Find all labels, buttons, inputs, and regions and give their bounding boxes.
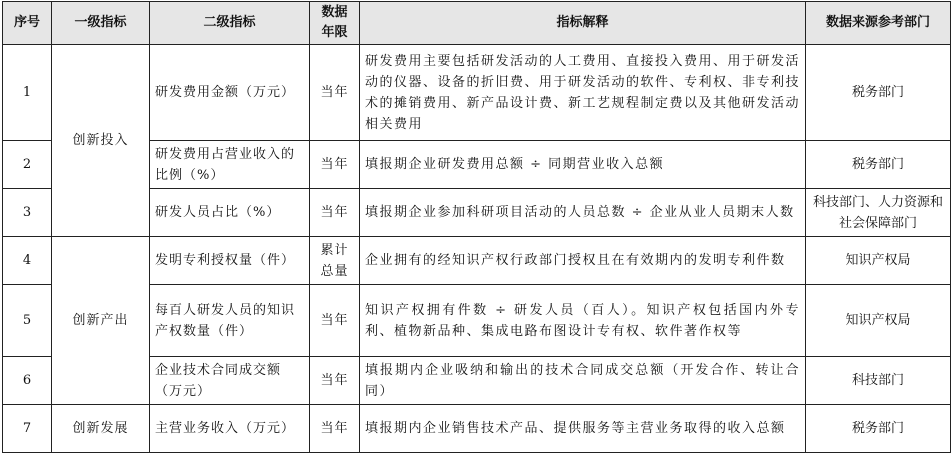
header-source: 数据来源参考部门 [806,2,951,45]
level2-indicator: 每百人研发人员的知识产权数量（件） [150,285,310,357]
header-level1: 一级指标 [52,2,150,45]
level1-indicator: 创新投入 [52,45,150,237]
data-period: 当年 [310,45,360,141]
source-department: 税务部门 [806,45,951,141]
indicator-explanation: 知识产权拥有件数 ÷ 研发人员（百人）。知识产权包括国内外专利、植物新品种、集成电路布图设计专有权、软件著作权等 [360,285,806,357]
row-number: 6 [3,357,52,405]
indicator-explanation: 填报期内企业吸纳和输出的技术合同成交总额（开发合作、转让合同） [360,357,806,405]
source-department: 知识产权局 [806,285,951,357]
indicator-table [2,1,951,453]
source-department: 税务部门 [806,141,951,189]
row-number: 5 [3,285,52,357]
indicator-explanation: 研发费用主要包括研发活动的人工费用、直接投入费用、用于研发活动的仪器、设备的折旧费、用于研发活动的软件、专利权、非专利技术的摊销费用、新产品设计费、新工艺规程制定费以及其他研发活动相关费用 [360,45,806,141]
data-period: 当年 [310,141,360,189]
level2-indicator: 研发费用金额（万元） [150,45,310,141]
source-department: 科技部门、人力资源和社会保障部门 [806,189,951,237]
source-department: 科技部门 [806,357,951,405]
header-row [3,2,951,45]
row-number: 2 [3,141,52,189]
level1-indicator: 创新产出 [52,237,150,405]
level2-indicator: 研发费用占营业收入的比例（%） [150,141,310,189]
level2-indicator: 企业技术合同成交额（万元） [150,357,310,405]
data-period: 当年 [310,285,360,357]
level2-indicator: 研发人员占比（%） [150,189,310,237]
source-department: 知识产权局 [806,237,951,285]
table-row [3,405,951,453]
row-number: 1 [3,45,52,141]
level1-indicator: 创新发展 [52,405,150,453]
indicator-explanation: 企业拥有的经知识产权行政部门授权且在有效期内的发明专利件数 [360,237,806,285]
table-row [3,45,951,141]
data-period: 当年 [310,357,360,405]
indicator-explanation: 填报期内企业销售技术产品、提供服务等主营业务取得的收入总额 [360,405,806,453]
header-explanation: 指标解释 [360,2,806,45]
indicator-explanation: 填报期企业研发费用总额 ÷ 同期营业收入总额 [360,141,806,189]
level2-indicator: 主营业务收入（万元） [150,405,310,453]
header-level2: 二级指标 [150,2,310,45]
table-row [3,237,951,285]
row-number: 3 [3,189,52,237]
indicator-explanation: 填报期企业参加科研项目活动的人员总数 ÷ 企业从业人员期末人数 [360,189,806,237]
source-department: 税务部门 [806,405,951,453]
data-period: 当年 [310,189,360,237]
table-header [3,2,951,45]
row-number: 4 [3,237,52,285]
header-no: 序号 [3,2,52,45]
level2-indicator: 发明专利授权量（件） [150,237,310,285]
row-number: 7 [3,405,52,453]
table-body [3,45,951,453]
data-period: 当年 [310,405,360,453]
data-period: 累计总量 [310,237,360,285]
header-period: 数据年限 [310,2,360,45]
